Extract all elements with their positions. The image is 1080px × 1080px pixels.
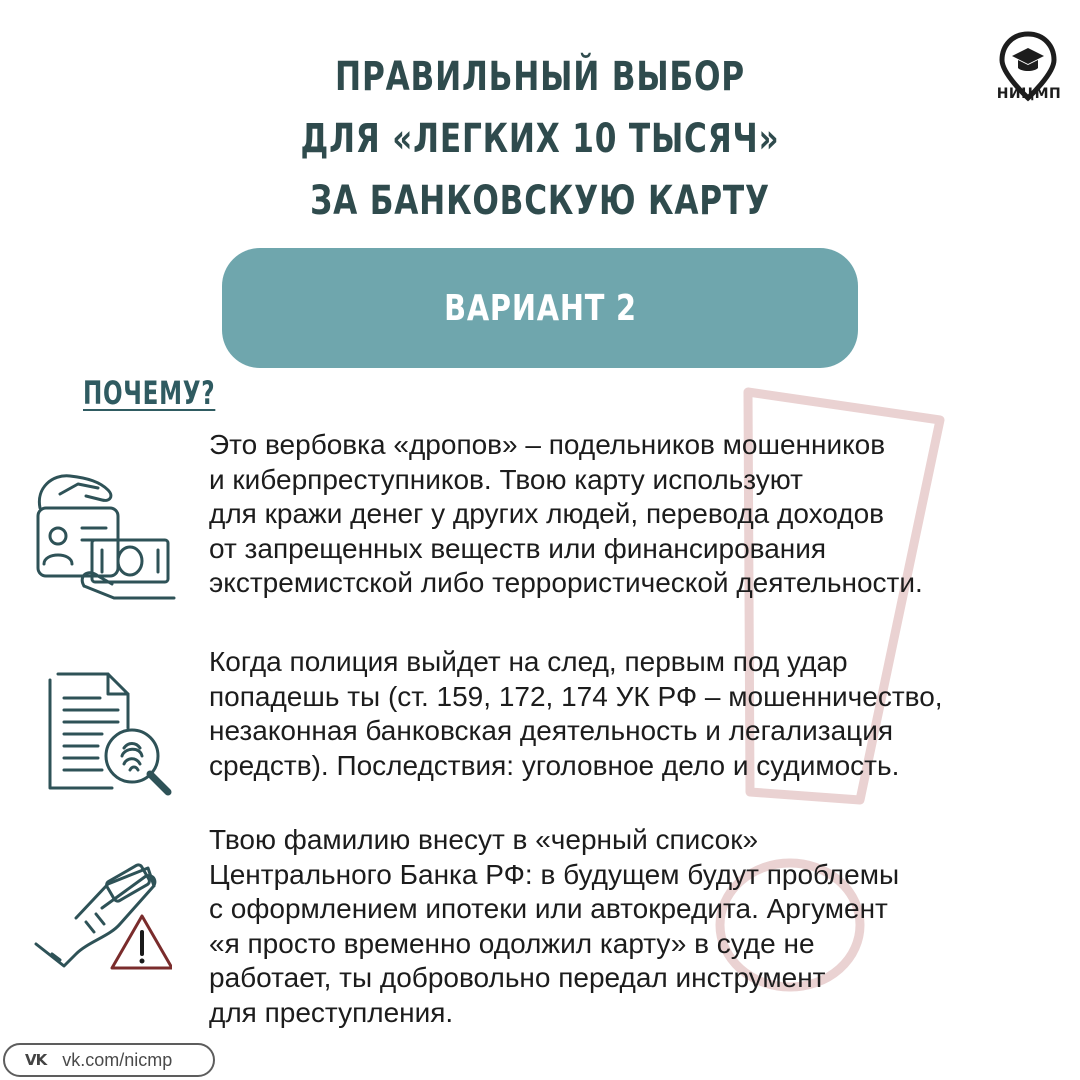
variant-label: ВАРИАНТ 2 — [443, 287, 637, 329]
hand-card-warning-icon — [30, 862, 172, 972]
why-heading: ПОЧЕМУ? — [83, 374, 216, 412]
logo-text: НИЦМП — [996, 86, 1062, 102]
paragraph-criminal-liability: Когда полиция выйдет на след, первым под удар попадешь ты (ст. 159, 172, 174 УК РФ – мошенничество, незаконная банковская деятельность и легализация средств). Последствия: уголовное дело и судимость. — [209, 646, 943, 781]
paragraph-blacklist: Твою фамилию внесут в «черный список» Центрального Банка РФ: в будущем будут проблемы с оформлением ипотеки или автокредита. Аргумент «я просто временно одолжил карту» в суде не работает, ты добровольно передал инструмент для преступления. — [209, 824, 900, 1028]
title-line: ПРАВИЛЬНЫЙ ВЫБОР — [335, 54, 745, 100]
paragraph-recruitment: Это вербовка «дропов» – подельников мошенников и киберпреступников. Твою карту используют для кражи денег у других людей, перевода доходов от запрещенных веществ или финансирования экстремистской либо террористической деятельности. — [209, 429, 923, 598]
vk-link[interactable] — [3, 1043, 215, 1077]
variant-badge — [222, 248, 858, 368]
vk-logo-icon: VK — [25, 1051, 47, 1069]
hand-card-money-icon — [30, 468, 178, 608]
page-title — [119, 46, 961, 232]
document-fingerprint-magnifier-icon — [44, 668, 174, 800]
title-line: ЗА БАНКОВСКУЮ КАРТУ — [310, 178, 770, 224]
vk-link-text[interactable]: vk.com/nicmp — [62, 1049, 173, 1070]
title-line: ДЛЯ «ЛЕГКИХ 10 ТЫСЯЧ» — [300, 116, 780, 162]
